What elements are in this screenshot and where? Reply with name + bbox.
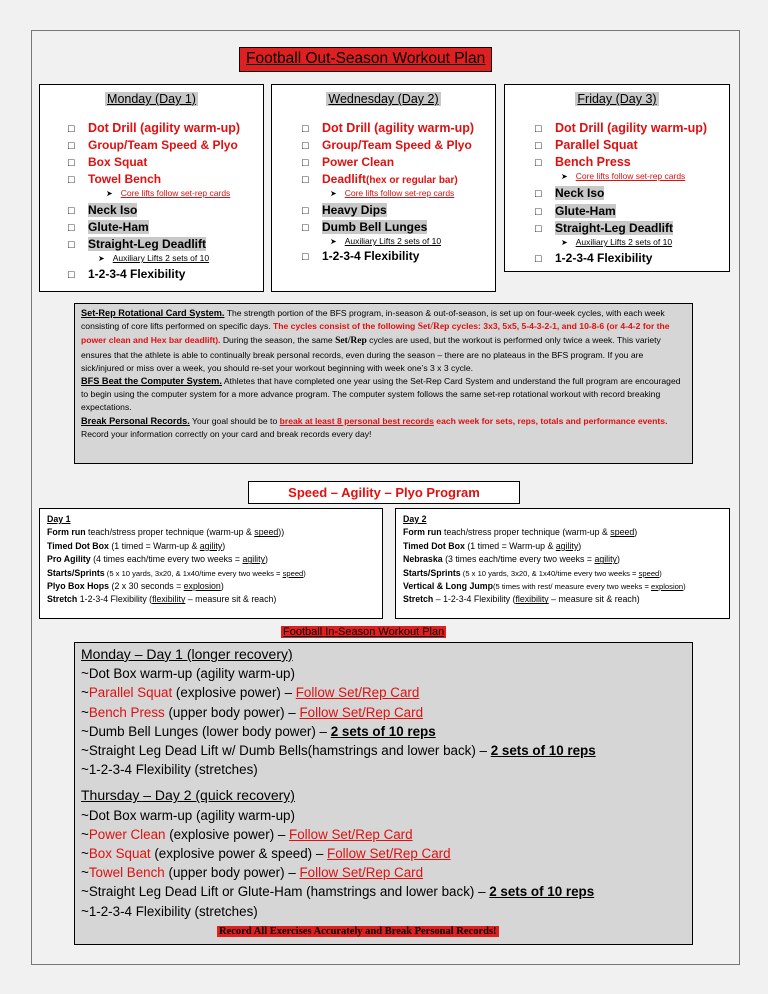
arrow-icon: ➤ (561, 238, 568, 247)
wednesday-box (271, 84, 496, 292)
list-item: Pro Agility (4 times each/time every two weeks = agility) (47, 554, 268, 565)
list-item: ~Dot Box warm-up (agility warm-up) (81, 807, 295, 823)
monday-box (39, 84, 264, 292)
checkbox-icon[interactable]: □ (535, 188, 542, 200)
list-item: ~Straight Leg Dead Lift w/ Dumb Bells(hamstrings and lower back) – 2 sets of 10 reps (81, 743, 596, 759)
exercise-item: □ Glute-Ham (535, 204, 616, 218)
list-item: Stretch – 1-2-3-4 Flexibility (flexibility – measure sit & reach) (403, 594, 640, 605)
checkbox-icon[interactable]: □ (68, 222, 75, 234)
exercise-item: □ Straight-Leg Deadlift (68, 237, 207, 251)
list-item: ~1-2-3-4 Flexibility (stretches) (81, 762, 258, 778)
list-item: ~1-2-3-4 Flexibility (stretches) (81, 903, 258, 919)
exercise-item: □ Group/Team Speed & Plyo (302, 138, 472, 152)
checkbox-icon[interactable]: □ (68, 157, 75, 169)
list-item: Starts/Sprints (5 x 10 yards, 3x20, & 1x40/time every two weeks = speed) (47, 567, 306, 578)
list-item: ~Power Clean (explosive power) – Follow Set/Rep Card (81, 826, 413, 842)
exercise-item: □ Neck Iso (535, 186, 605, 200)
monday-heading: Monday (Day 1) (107, 92, 196, 106)
exercise-item: □ Group/Team Speed & Plyo (68, 138, 238, 152)
checkbox-icon[interactable]: □ (302, 174, 309, 186)
aux-note: ➤ Auxiliary Lifts 2 sets of 10 (98, 253, 210, 263)
checkbox-icon[interactable]: □ (535, 223, 542, 235)
checkbox-icon[interactable]: □ (302, 157, 309, 169)
list-item: ~Dumb Bell Lunges (lower body power) – 2 sets of 10 reps (81, 723, 436, 739)
checkbox-icon[interactable]: □ (535, 123, 542, 135)
speed-program-title: Speed – Agility – Plyo Program (248, 481, 520, 504)
checkbox-icon[interactable]: □ (535, 140, 542, 152)
checkbox-icon[interactable]: □ (68, 269, 75, 281)
exercise-item: □ Power Clean (302, 155, 395, 169)
checkbox-icon[interactable]: □ (302, 205, 309, 217)
exercise-item: □ Towel Bench (68, 172, 162, 186)
setrep-heading: Set-Rep Rotational Card System. (81, 308, 225, 318)
inseason-day1-heading: Monday – Day 1 (longer recovery) (81, 646, 293, 662)
exercise-item: □ 1-2-3-4 Flexibility (302, 249, 420, 263)
exercise-item: □ 1-2-3-4 Flexibility (68, 267, 186, 281)
list-item: ~Box Squat (explosive power & speed) – Follow Set/Rep Card (81, 846, 451, 862)
list-item: Form run teach/stress proper technique (warm-up & speed)) (47, 527, 285, 538)
arrow-icon: ➤ (330, 237, 337, 246)
exercise-item: □ Bench Press (535, 155, 631, 169)
list-item: ~Towel Bench (upper body power) – Follow Set/Rep Card (81, 865, 424, 881)
checkbox-icon[interactable]: □ (68, 123, 75, 135)
checkbox-icon[interactable]: □ (302, 222, 309, 234)
speed-day2-box (395, 508, 730, 619)
arrow-icon: ➤ (98, 254, 105, 263)
inseason-title: Football In-Season Workout Plan (283, 626, 445, 638)
list-item: Timed Dot Box (1 timed = Warm-up & agility) (403, 540, 582, 551)
inseason-plan (74, 642, 693, 945)
speed-day1-box (39, 508, 383, 619)
list-item: Stretch 1-2-3-4 Flexibility (flexibility – measure sit & reach) (47, 594, 277, 605)
exercise-item: □ Dot Drill (agility warm-up) (535, 121, 708, 135)
checkbox-icon[interactable]: □ (68, 140, 75, 152)
checkbox-icon[interactable]: □ (302, 251, 309, 263)
list-item: Timed Dot Box (1 timed = Warm-up & agility) (47, 540, 226, 551)
exercise-item: □ Box Squat (68, 155, 148, 169)
checkbox-icon[interactable]: □ (68, 205, 75, 217)
checkbox-icon[interactable]: □ (302, 140, 309, 152)
checkbox-icon[interactable]: □ (535, 157, 542, 169)
page-title: Football Out-Season Workout Plan (239, 47, 492, 72)
checkbox-icon[interactable]: □ (535, 206, 542, 218)
exercise-item: □ Parallel Squat (535, 138, 638, 152)
list-item: ~Dot Box warm-up (agility warm-up) (81, 666, 295, 682)
speed-day2-heading: Day 2 (403, 514, 427, 524)
checkbox-icon[interactable]: □ (68, 239, 75, 251)
aux-note: ➤ Auxiliary Lifts 2 sets of 10 (561, 237, 673, 247)
list-item: Starts/Sprints (5 x 10 yards, 3x20, & 1x40/time every two weeks = speed) (403, 567, 662, 578)
list-item: Nebraska (3 times each/time every two weeks = agility) (403, 554, 620, 565)
exercise-item: □ Neck Iso (68, 203, 138, 217)
inseason-day2-heading: Thursday – Day 2 (quick recovery) (81, 787, 295, 804)
checkbox-icon[interactable]: □ (535, 253, 542, 265)
core-note: ➤ Core lifts follow set-rep cards (561, 171, 686, 181)
list-item: ~Bench Press (upper body power) – Follow Set/Rep Card (81, 704, 424, 720)
friday-heading: Friday (Day 3) (577, 92, 657, 106)
aux-note: ➤ Auxiliary Lifts 2 sets of 10 (330, 236, 442, 246)
exercise-item: □ Deadlift(hex or regular bar) (302, 172, 458, 186)
checkbox-icon[interactable]: □ (302, 123, 309, 135)
arrow-icon: ➤ (106, 189, 113, 198)
exercise-item: □ Glute-Ham (68, 220, 149, 234)
setrep-description: Set-Rep Rotational Card System. The strength portion of the BFS program, in-season & out-of-season, is set up on four-week cycles, with each week consisting of core lifts performed on specific days. The cycles consist of the following Set/Rep cycles: 3x3, 5x5, 5-4-3-2-1, and 10-8-6 (or 4-4-2 for the power clean and Hex bar deadlift). During the season, the same Set/Rep cycles are used, but the workout is performed only twice a week. This variety ensures that the athlete is able to continually break personal records, even during the season – there are no plateaus in the BFS program. If you are sick/injured or miss over a week, you should re-set your workout beginning with week one’s 3 x 3 cycle. BFS Beat the Computer System. Athletes that have completed one year using the Set-Rep Card System and understand the full program are encouraged to begin using the computer system for a more advance program. The computer system follows the same set-rep rotational workout with record breaking expectations. Break Personal Records. Your goal should be to break at least 8 personal best records each week for sets, reps, totals and performance events. Record your information correctly on your card and break records every day! (74, 303, 693, 464)
computer-system-heading: BFS Beat the Computer System. (81, 376, 222, 387)
checkbox-icon[interactable]: □ (68, 174, 75, 186)
speed-day1-heading: Day 1 (47, 514, 71, 524)
list-item: ~Straight Leg Dead Lift or Glute-Ham (hamstrings and lower back) – 2 sets of 10 reps (81, 884, 595, 900)
records-banner: Record All Exercises Accurately and Break Personal Records! (219, 926, 497, 937)
list-item: Plyo Box Hops (2 x 30 seconds = explosion) (47, 581, 224, 592)
exercise-item: □ Heavy Dips (302, 203, 387, 217)
list-item: Vertical & Long Jump(5 times with rest/ measure every two weeks = explosion) (403, 581, 686, 592)
personal-records-heading: Break Personal Records. (81, 415, 190, 426)
exercise-item: □ Dot Drill (agility warm-up) (68, 121, 241, 135)
exercise-item: □ Straight-Leg Deadlift (535, 221, 674, 235)
arrow-icon: ➤ (561, 172, 568, 181)
friday-box (504, 84, 730, 272)
core-note: ➤ Core lifts follow set-rep cards (106, 188, 231, 198)
core-note: ➤ Core lifts follow set-rep cards (330, 188, 455, 198)
list-item: Form run teach/stress proper technique (warm-up & speed) (403, 527, 638, 538)
wednesday-heading: Wednesday (Day 2) (328, 92, 439, 106)
list-item: ~Parallel Squat (explosive power) – Follow Set/Rep Card (81, 685, 420, 701)
exercise-item: □ Dot Drill (agility warm-up) (302, 121, 475, 135)
exercise-item: □ Dumb Bell Lunges (302, 220, 428, 234)
arrow-icon: ➤ (330, 189, 337, 198)
exercise-item: □ 1-2-3-4 Flexibility (535, 251, 653, 265)
